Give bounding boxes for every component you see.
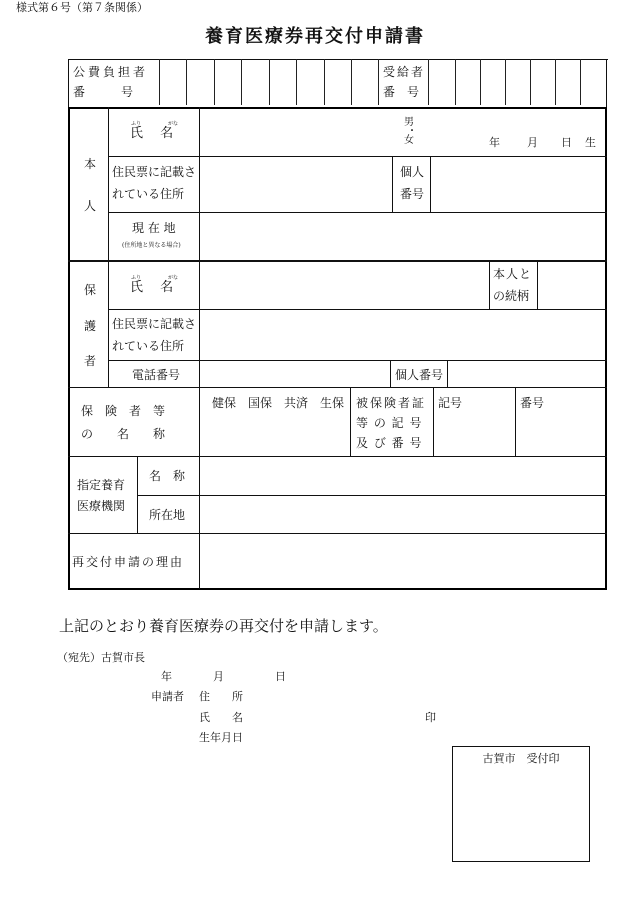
institution-name-field[interactable]	[200, 458, 605, 495]
institution-label-1: 指定養育	[77, 478, 126, 492]
person-id-label-1: 個人	[400, 165, 425, 179]
person-id-label-2: 番号	[400, 187, 425, 201]
gender-female[interactable]: 女	[404, 135, 414, 146]
guardian-group-1: 保	[84, 283, 97, 297]
relationship-label-1: 本人と	[493, 267, 533, 281]
applicant-address-label: 住 所	[199, 690, 243, 703]
insurance-card-label-1: 被保険者証	[356, 396, 427, 410]
guardian-group-3: 者	[84, 354, 97, 368]
guardian-name-field[interactable]	[200, 262, 489, 309]
recipient-label-1: 受給者	[383, 65, 426, 79]
current-location-label: 現 在 地	[132, 221, 176, 235]
reason-field[interactable]	[200, 535, 605, 588]
relationship-label-2: の続柄	[493, 289, 530, 303]
institution-label-2: 医療機関	[77, 499, 126, 513]
applicant-name-label: 氏 名	[199, 711, 243, 724]
guardian-name-label: 氏 名	[130, 280, 174, 295]
date-month-label: 月	[213, 670, 224, 683]
institution-location-label: 所在地	[149, 508, 186, 522]
insurer-name-field[interactable]	[200, 412, 350, 456]
symbol-label: 記号	[438, 396, 463, 410]
guardian-id-label: 個人番号	[395, 368, 444, 382]
seal-label: 印	[425, 711, 436, 724]
person-name-label: 氏 名	[130, 126, 174, 141]
furigana-1: ふり	[131, 121, 142, 127]
insurer-label-1: 保 険 者 等	[81, 404, 166, 418]
reason-label: 再交付申請の理由	[72, 555, 185, 569]
stamp-box-label: 古賀市 受付印	[482, 752, 560, 765]
institution-location-field[interactable]	[200, 496, 605, 533]
furigana-2: がな	[168, 121, 179, 127]
applicant-dob-label: 生年月日	[199, 731, 243, 744]
guardian-id-field[interactable]	[448, 361, 605, 387]
insurer-label-2: の 名 称	[81, 427, 166, 441]
phone-field[interactable]	[200, 361, 390, 387]
guardian-address-label-2: れている住所	[112, 339, 185, 353]
institution-name-label: 名 称	[149, 469, 186, 483]
number-field[interactable]	[516, 412, 605, 456]
insurance-types[interactable]: 健保 国保 共済 生保	[212, 396, 345, 410]
guardian-address-field[interactable]	[200, 310, 605, 360]
gender-dot: ・	[407, 126, 417, 137]
dob-birth-label: 生	[585, 136, 596, 149]
furigana-2: がな	[168, 275, 179, 281]
dob-month-label: 月	[527, 136, 538, 149]
applicant-label: 申請者	[151, 690, 184, 703]
guardian-group-2: 護	[84, 319, 97, 333]
payer-label-2: 番 号	[73, 85, 134, 99]
insurance-card-label-3: 及 び 番 号	[356, 436, 423, 450]
dob-year-label: 年	[489, 136, 500, 149]
form-number: 様式第６号（第７条関係）	[16, 1, 148, 14]
insurance-card-label-2: 等 の 記 号	[356, 416, 423, 430]
application-statement: 上記のとおり養育医療券の再交付を申請します。	[59, 617, 388, 635]
addressee: （宛先）古賀市長	[57, 651, 145, 664]
recipient-label-2: 番 号	[383, 85, 420, 99]
number-label: 番号	[520, 396, 545, 410]
furigana-1: ふり	[131, 275, 142, 281]
dob-day-label: 日	[561, 136, 572, 149]
reception-stamp-box	[452, 746, 590, 862]
gender-male[interactable]: 男	[404, 117, 414, 128]
date-day-label: 日	[275, 670, 286, 683]
person-name-field[interactable]	[200, 109, 400, 155]
guardian-address-label-1: 住民票に記載さ	[112, 317, 197, 331]
relationship-field[interactable]	[538, 262, 605, 309]
phone-label: 電話番号	[132, 368, 181, 382]
current-location-field[interactable]	[200, 213, 605, 260]
person-address-field[interactable]	[200, 157, 392, 212]
person-group-1: 本	[84, 157, 97, 171]
date-year-label: 年	[161, 670, 172, 683]
person-group-2: 人	[84, 199, 97, 213]
page-title: 養育医療券再交付申請書	[205, 26, 425, 47]
person-address-label-1: 住民票に記載さ	[112, 165, 197, 179]
symbol-field[interactable]	[434, 412, 515, 456]
person-address-label-2: れている住所	[112, 187, 185, 201]
payer-label-1: 公費負担者	[73, 65, 149, 79]
person-id-field[interactable]	[431, 157, 605, 212]
current-location-note: (住所地と異なる場合)	[122, 242, 181, 249]
